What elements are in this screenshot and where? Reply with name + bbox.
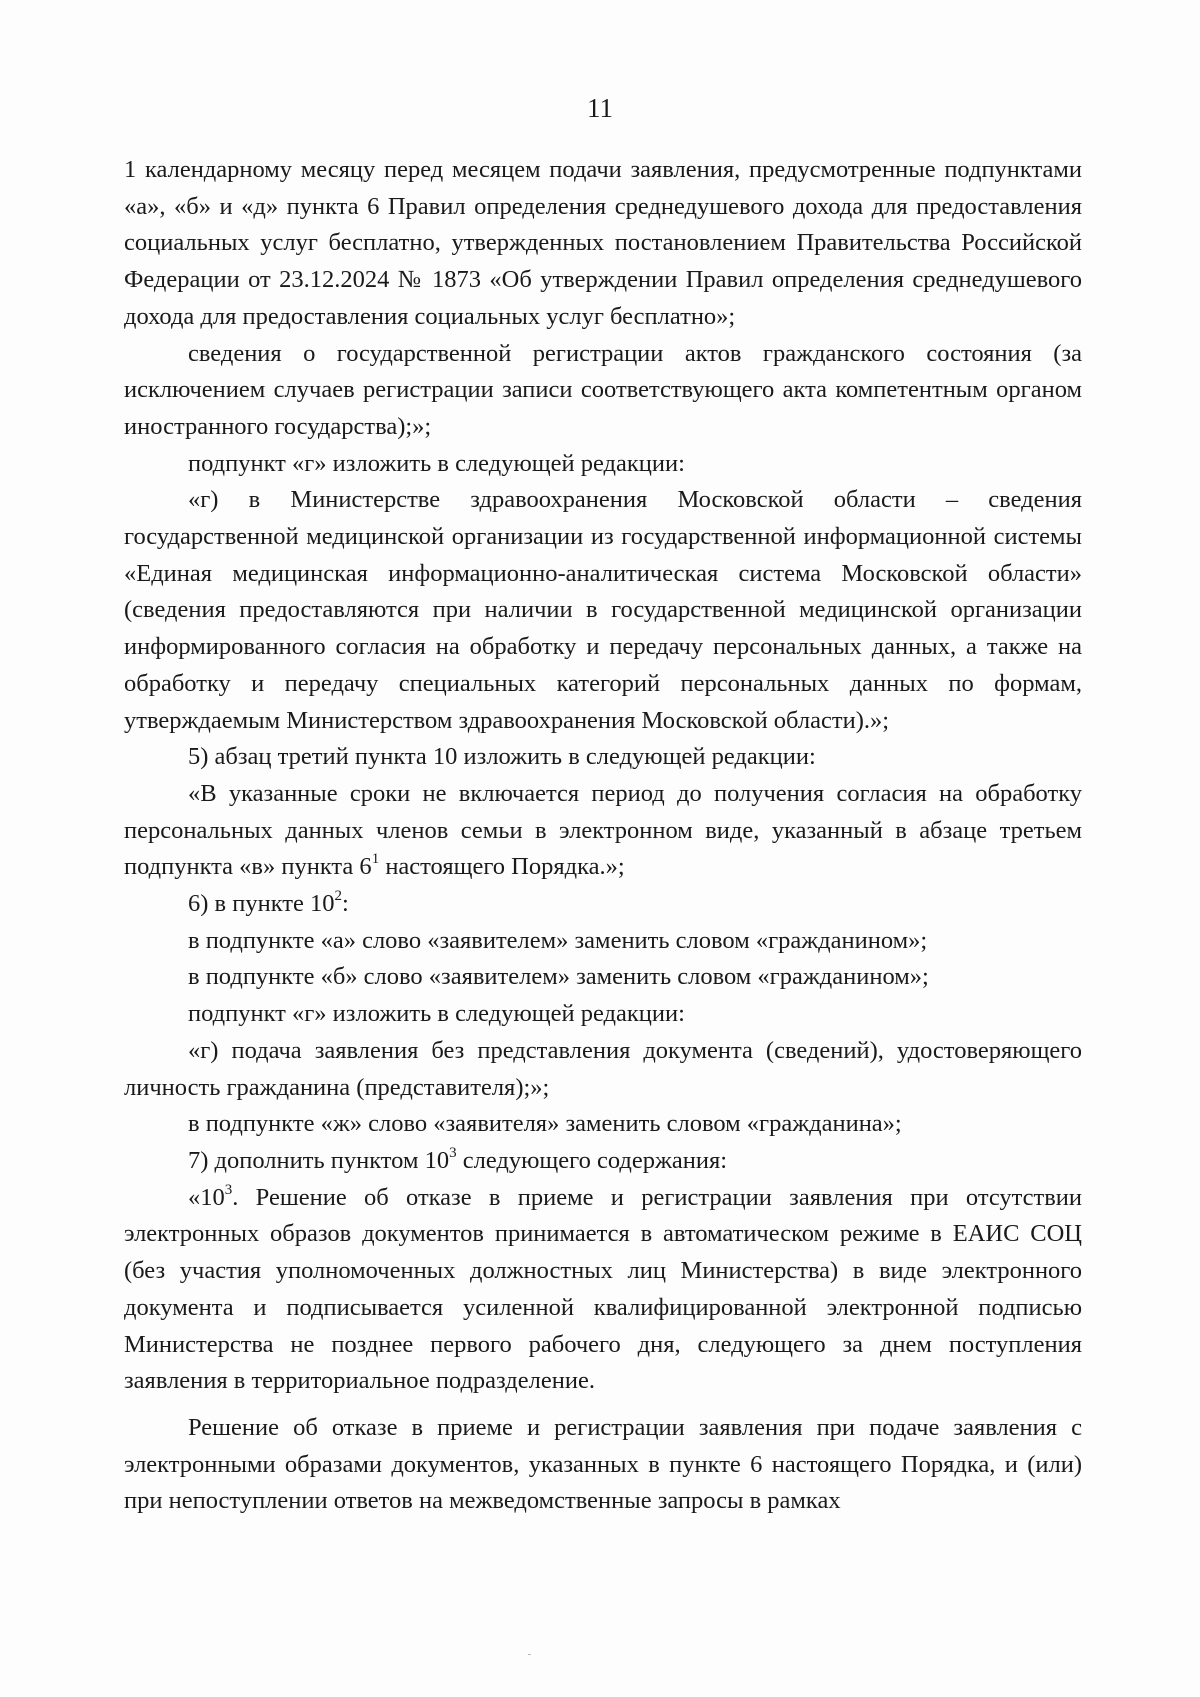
paragraph-text: «10	[188, 1183, 225, 1211]
paragraph-text: :	[342, 890, 349, 918]
paragraph-text: 7) дополнить пунктом 10	[188, 1146, 450, 1174]
superscript: 3	[224, 1181, 233, 1198]
paragraph-item-7	[124, 1143, 1082, 1180]
paragraph-deadlines-consent	[124, 776, 1082, 886]
paragraph-point-10-3	[124, 1180, 1082, 1400]
paragraph-refusal-decision: Решение об отказе в приеме и регистрации заявления при подаче заявления с электронными образами документов, указанных в пункте 6 настоящего Порядка, и (или) при непоступлении ответов на межведомственные запросы в рамках	[124, 1413, 1082, 1515]
paragraph-subitem-g-health-ministry: «г) в Министерстве здравоохранения Московской области – сведения государственной медицинской организации из государственной информационной системы «Единая медицинская информационно-аналитическая система Московской области» (сведения предоставляются при наличии в государственной медицинской организации информированного согласия на обработку и передачу персональных данных, а также на обработку и передачу специальных категорий персональных данных по формам, утверждаемым Министерством здравоохранения Московской области).»;	[124, 486, 1082, 734]
paragraph-income-rules: 1 календарному месяцу перед месяцем подачи заявления, предусмотренные подпунктами «а», «б» и «д» пункта 6 Правил определения среднедушевого дохода для предоставления социальных услуг бесплатно, утвержденных постановлением Правительства Российской Федерации от 23.12.2024 № 1873 «Об утверждении Правил определения среднедушевого дохода для предоставления социальных услуг бесплатно»;	[124, 156, 1082, 330]
page-number: 11	[587, 93, 613, 123]
superscript: 3	[449, 1144, 457, 1161]
scan-speck	[528, 1654, 531, 1655]
paragraph-text: «В указанные сроки не включается период до получения согласия на обработку персональных данных членов семьи в электронном виде, указанный в абзаце третьем подпункта «в» пункта 6	[124, 779, 1082, 881]
paragraph-item-6	[124, 886, 1082, 923]
paragraph-subitem-g-intro: подпункт «г» изложить в следующей редакции:	[188, 449, 685, 477]
paragraph-text: настоящего Порядка.»;	[379, 853, 625, 881]
paragraph-text: следующего содержания:	[456, 1146, 728, 1174]
document-body	[124, 152, 1082, 1520]
paragraph-civil-registration: сведения о государственной регистрации актов гражданского состояния (за исключением случаев регистрации записи соответствующего акта компетентным органом иностранного государства);»;	[124, 339, 1082, 440]
paragraph-subitem-g-identity: «г) подача заявления без представления документа (сведений), удостоверяющего личность гражданина (представителя);»;	[124, 1036, 1082, 1101]
paragraph-item-5: 5) абзац третий пункта 10 изложить в следующей редакции:	[188, 743, 816, 771]
paragraph-subitem-b: в подпункте «б» слово «заявителем» заменить словом «гражданином»;	[188, 963, 929, 991]
paragraph-text: . Решение об отказе в приеме и регистрации заявления при отсутствии электронных образов документов принимается в автоматическом режиме в ЕАИС СОЦ (без участия уполномоченных должностных лиц Министерства) в виде электронного документа и подписывается усиленной квалифицированной электронной подписью Министерства не позднее первого рабочего дня, следующего за днем поступления заявления в территориальное подразделение.	[124, 1183, 1082, 1395]
superscript: 2	[334, 887, 342, 904]
paragraph-subitem-g-intro-2: подпункт «г» изложить в следующей редакции:	[188, 1000, 685, 1028]
paragraph-text: 6) в пункте 10	[188, 890, 335, 918]
paragraph-subitem-zh: в подпункте «ж» слово «заявителя» заменить словом «гражданина»;	[188, 1110, 902, 1138]
superscript: 1	[371, 851, 380, 868]
paragraph-subitem-a: в подпункте «а» слово «заявителем» заменить словом «гражданином»;	[188, 926, 928, 954]
